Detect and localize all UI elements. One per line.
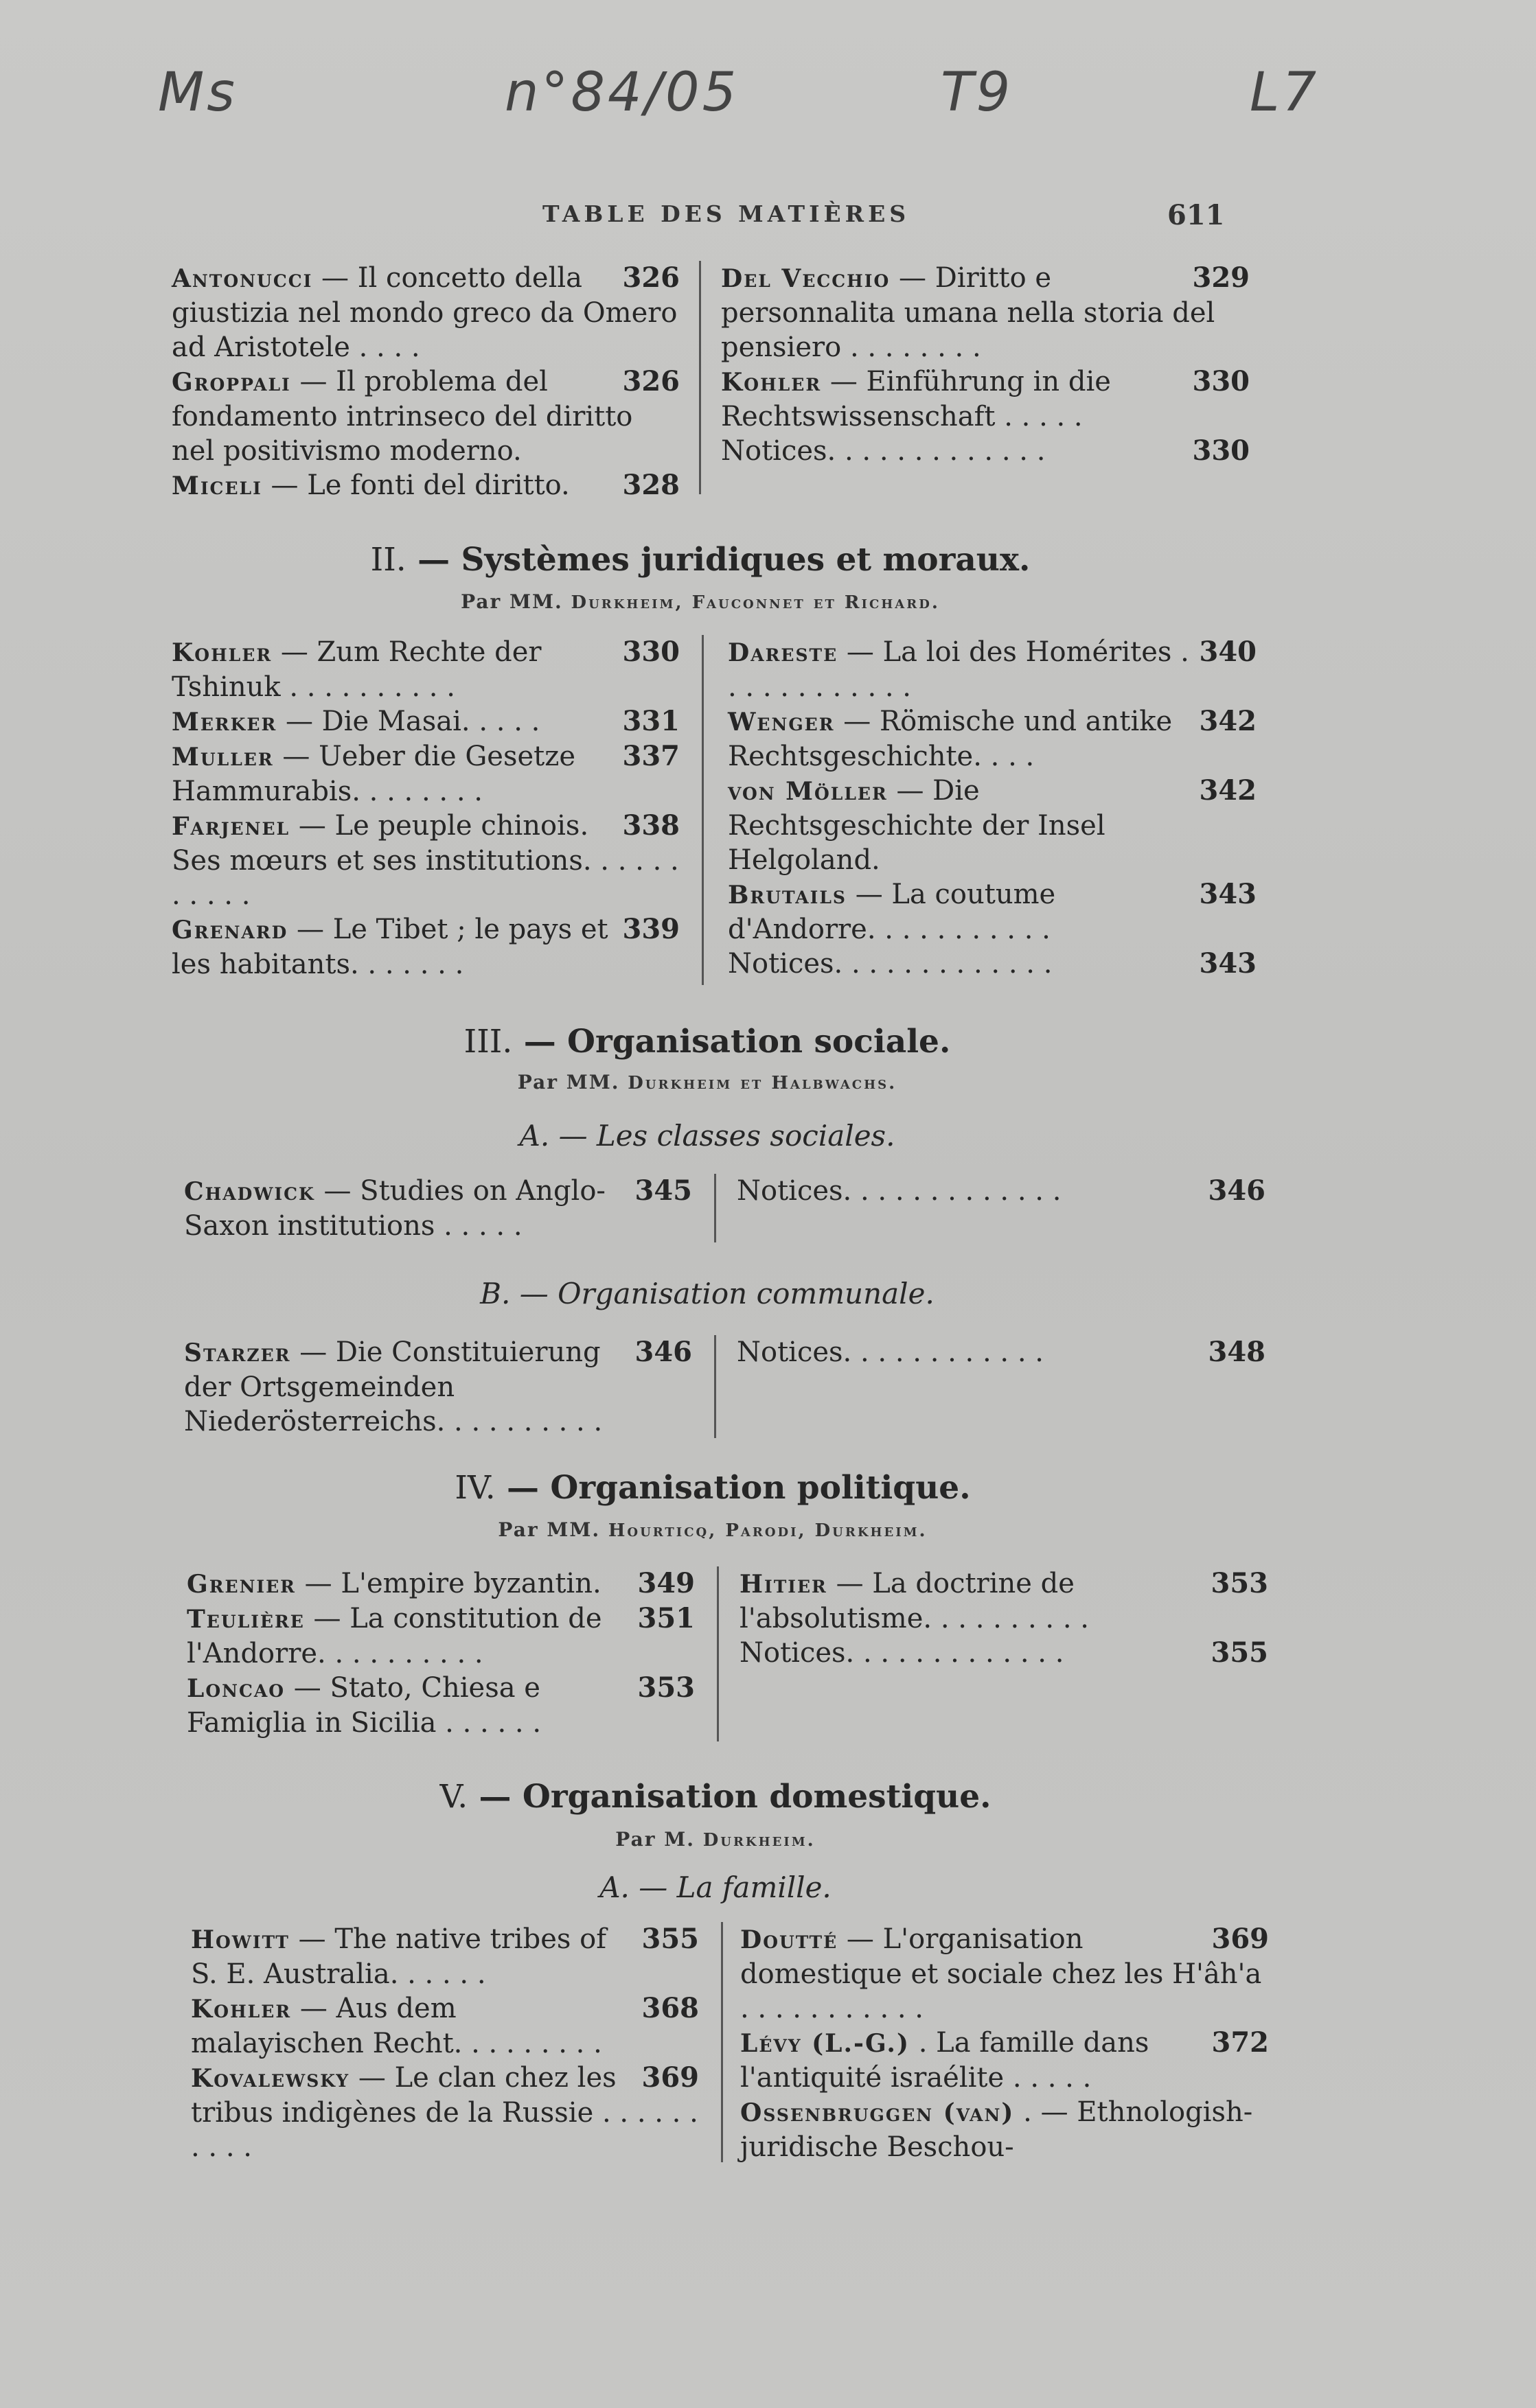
section-IV-right-column [740,1566,1268,1670]
toc-entry-author: Muller [172,743,274,772]
toc-entry-title: — Die Masai. . . . . [285,706,540,737]
section-IV-entries [187,1566,1268,1745]
toc-entry [172,364,680,468]
toc-entry [172,912,680,982]
section-IV-left-column [187,1566,695,1740]
toc-entry-title: — Le clan chez les tribus indigènes de la Russie . . . . . . . . . . [191,2062,698,2163]
toc-entry [184,1174,692,1243]
toc-entry [172,635,680,704]
toc-entry-title: — La doctrine de l'absolutisme. . . . . . . . . . [740,1568,1089,1634]
toc-entry [740,1566,1268,1636]
toc-entry-title: — Die Rechtsgeschichte der Insel Helgoland. [728,775,1105,876]
handwritten-mark-3: T9 [941,62,1013,124]
toc-entry-title: . — Ethnologish-juridische Beschou- [740,2096,1253,2163]
toc-entry-title: Notices. . . . . . . . . . . . . [728,948,1053,980]
toc-entry-page: 338 [622,809,680,842]
section-byline-II: Par MM. Durkheim, Fauconnet et Richard. [461,590,940,613]
toc-entry [728,947,1257,981]
toc-entry-author: Kovalewsky [191,2064,350,2093]
toc-entry-page: 326 [622,365,680,397]
toc-entry [187,1601,695,1671]
toc-entry-title: — La loi des Homérites . . . . . . . . . . . . [728,636,1189,703]
toc-entry-title: — Il problema del fondamento intrinseco del diritto nel positivismo moderno. [172,366,633,467]
toc-entry-author: Antonucci [172,264,313,293]
toc-entry-title: — Aus dem malayischen Recht. . . . . . . . . [191,1993,602,2059]
handwritten-mark-1: Ms [158,62,238,124]
section-title-IV: IV. — Organisation politique. [455,1469,971,1507]
toc-entry-page: 343 [1199,878,1257,910]
toc-entry-page: 342 [1199,774,1257,807]
toc-entry-author: Loncao [187,1674,286,1703]
section-III-B-entries [184,1335,1265,1445]
toc-entry [740,1922,1269,2026]
toc-entry-author: Dareste [728,638,838,667]
toc-entry-author: Miceli [172,472,262,500]
toc-entry-page: 346 [1208,1174,1265,1207]
toc-entry-title: — L'organisation domestique et sociale chez les H'âh'a . . . . . . . . . . . [740,1923,1262,2024]
toc-entry [172,704,680,739]
toc-entry-page: 349 [637,1567,695,1599]
column-divider [721,1922,723,2162]
toc-entry [740,2095,1269,2164]
toc-entry [737,1335,1265,1369]
section-III-B-left-column [184,1335,692,1439]
toc-entry [740,2026,1269,2095]
toc-entry [187,1671,695,1740]
handwritten-mark-4: L7 [1250,62,1320,124]
toc-entry-author: Kohler [172,638,273,667]
toc-entry [172,739,680,809]
toc-entry-title: Notices. . . . . . . . . . . . . [737,1175,1062,1207]
toc-entry-title: — Römische und antike Rechtsgeschichte. . . . [728,706,1173,772]
top-left-column [172,261,680,503]
toc-entry-author: von Möller [728,777,888,806]
toc-entry-title: — Ueber die Gesetze Hammurabis. . . . . . . . [172,741,575,807]
toc-entry-page: 355 [1211,1636,1268,1669]
toc-entry-author: Farjenel [172,812,290,841]
section-V-A-entries [191,1922,1269,2169]
toc-entry-title: — Stato, Chiesa e Famiglia in Sicilia . . . . . . [187,1672,542,1739]
toc-entry-title: Notices. . . . . . . . . . . . [737,1336,1044,1368]
column-divider [717,1566,719,1741]
section-byline-V: Par M. Durkheim. [615,1828,816,1851]
top-right-column [721,261,1250,468]
toc-entry-page: 337 [622,740,680,772]
toc-entry-author: Grenier [187,1570,296,1599]
toc-entry-author: Lévy (L.-G.) [740,2029,910,2058]
toc-entry-title: — La coutume d'Andorre. . . . . . . . . . . [728,879,1056,945]
toc-entry [740,1636,1268,1670]
page-number: 611 [1167,199,1225,231]
toc-entry-author: Hitier [740,1570,827,1599]
section-title-V: V. — Organisation domestique. [439,1778,991,1816]
handwritten-mark-2: n°84/05 [505,62,740,124]
toc-entry-author: Grenard [172,916,288,945]
toc-entry-page: 355 [641,1923,699,1955]
section-II-entries [172,635,1257,992]
toc-entry-title: — Le Tibet ; le pays et les habitants. . . . . . . [172,914,608,980]
toc-entry [172,468,680,503]
toc-entry-title: — Zum Rechte der Tshinuk . . . . . . . . . . [172,636,542,703]
toc-entry-author: Wenger [728,708,835,737]
toc-entry-title: — La constitution de l'Andorre. . . . . . . . . . [187,1603,602,1669]
toc-entry-page: 348 [1208,1336,1265,1368]
toc-entry-title: Notices. . . . . . . . . . . . . [740,1637,1064,1669]
toc-entry [728,635,1257,704]
running-title: TABLE DES MATIÈRES [542,200,910,227]
top-entries-block [172,261,1250,501]
toc-entry-title: . La famille dans l'antiquité israélite . . . . . [740,2027,1149,2094]
toc-entry-title: — L'empire byzantin. [304,1568,601,1599]
toc-entry-page: 343 [1199,947,1257,980]
toc-entry-author: Del Vecchio [721,264,891,293]
toc-entry [728,877,1257,947]
toc-entry-page: 326 [622,262,680,294]
toc-entry-page: 368 [641,1992,699,2024]
section-III-A-left-column [184,1174,692,1243]
toc-entry-page: 330 [1192,435,1250,467]
toc-entry [172,261,680,364]
subsection-III-B: B. — Organisation communale. [480,1277,935,1310]
toc-entry [187,1566,695,1601]
toc-entry-title: — Die Constituierung der Ortsgemeinden Niederösterreichs. . . . . . . . . . [184,1336,603,1437]
toc-entry [728,704,1257,774]
toc-entry-author: Groppali [172,368,291,397]
section-byline-III: Par MM. Durkheim et Halbwachs. [517,1071,897,1093]
subsection-III-A: A. — Les classes sociales. [519,1119,895,1153]
column-divider [714,1335,716,1438]
toc-entry [721,261,1250,364]
toc-entry-page: 331 [622,705,680,737]
toc-entry-author: Doutté [740,1925,838,1954]
section-title-II: II. — Systèmes juridiques et moraux. [370,541,1031,579]
subsection-V-A: A. — La famille. [599,1871,832,1904]
toc-entry-title: — Studies on Anglo-Saxon institutions . . . . . [184,1175,606,1242]
section-III-A-right-column [737,1174,1265,1208]
toc-entry [191,1991,699,2061]
toc-entry [184,1335,692,1439]
section-byline-IV: Par MM. Hourticq, Parodi, Durkheim. [498,1518,928,1541]
toc-entry-title: — Einführung in die Rechtswissenschaft . . . . . [721,366,1111,432]
section-II-right-column [728,635,1257,981]
toc-entry-page: 351 [637,1602,695,1634]
section-title-III: III. — Organisation sociale. [463,1023,951,1061]
toc-entry-page: 328 [622,469,680,501]
toc-entry-page: 345 [634,1174,692,1207]
toc-entry-page: 353 [637,1671,695,1704]
toc-entry [721,364,1250,434]
toc-entry-author: Starzer [184,1339,291,1367]
toc-entry-author: Ossenbruggen (van) [740,2098,1015,2127]
toc-entry-page: 346 [634,1336,692,1368]
toc-entry-author: Chadwick [184,1177,315,1206]
column-divider [699,261,701,494]
section-V-A-left-column [191,1922,699,2164]
toc-entry [172,809,680,912]
toc-entry-author: Brutails [728,881,847,910]
section-II-left-column [172,635,680,982]
toc-entry [191,1922,699,1991]
toc-entry-page: 340 [1199,636,1257,668]
toc-entry-page: 353 [1211,1567,1268,1599]
toc-entry-page: 369 [641,2061,699,2094]
toc-entry [728,774,1257,877]
toc-entry-page: 329 [1192,262,1250,294]
toc-entry-page: 369 [1211,1923,1269,1955]
toc-entry [191,2061,699,2164]
toc-entry-page: 342 [1199,705,1257,737]
section-V-A-right-column [740,1922,1269,2164]
toc-entry-author: Kohler [721,368,822,397]
toc-entry-page: 330 [1192,365,1250,397]
toc-entry-page: 372 [1211,2026,1269,2059]
section-III-B-right-column [737,1335,1265,1369]
section-III-A-entries [184,1174,1265,1249]
toc-entry-title: — Le fonti del diritto. [271,470,570,501]
toc-entry-author: Kohler [191,1995,292,2024]
toc-entry-page: 339 [622,913,680,945]
toc-entry-title: — Diritto e personnalita umana nella storia del pensiero . . . . . . . . [721,262,1215,363]
toc-entry-title: — Le peuple chinois. Ses mœurs et ses institutions. . . . . . . . . . . [172,810,679,911]
column-divider [714,1174,716,1242]
toc-entry [721,434,1250,468]
toc-entry [737,1174,1265,1208]
toc-entry-author: Teulière [187,1605,305,1634]
toc-entry-title: — The native tribes of S. E. Australia. . . . . . [191,1923,607,1990]
toc-entry-title: — Il concetto della giustizia nel mondo greco da Omero ad Aristotele . . . . [172,262,678,363]
column-divider [702,635,704,985]
toc-entry-author: Merker [172,708,277,737]
toc-entry-title: Notices. . . . . . . . . . . . . [721,435,1046,467]
toc-entry-author: Howitt [191,1925,290,1954]
toc-entry-page: 330 [622,636,680,668]
